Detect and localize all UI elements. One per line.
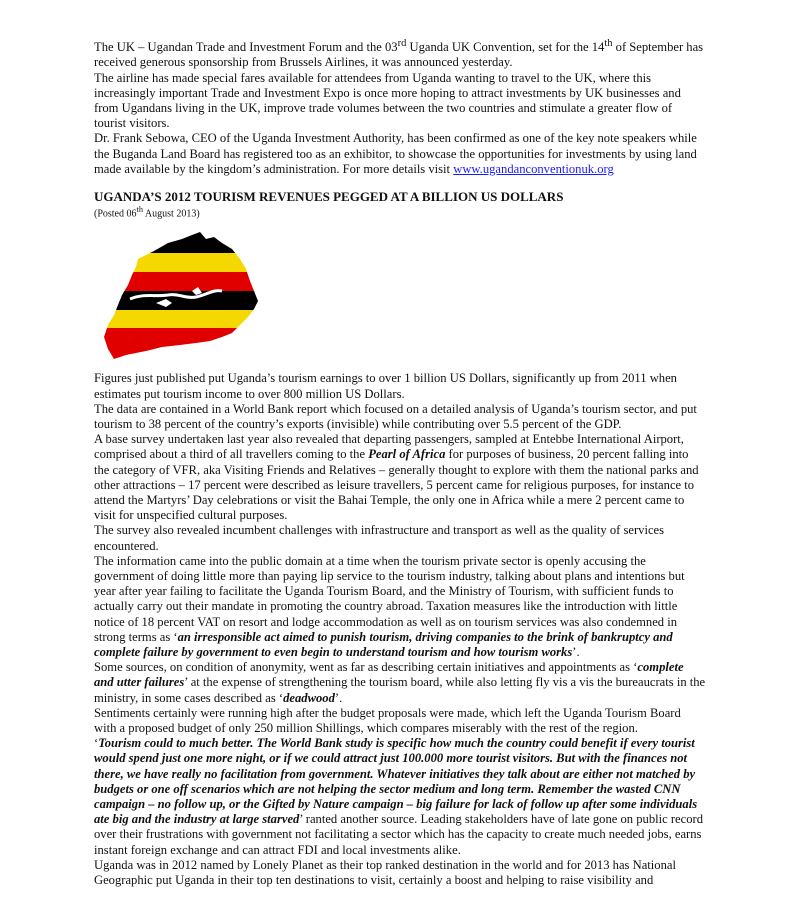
document-page [94,36,706,888]
body-text: A base survey undertaken last year also revealed that departing passengers, sampled at Entebbe International Airport, comprised about a third of all travellers coming to the [94,432,684,462]
body-text: ‘ [94,736,99,751]
article-paragraph-5 [94,554,706,660]
emphasis-text: deadwood [283,690,335,705]
article-body [94,371,706,888]
article-headline: UGANDA’S 2012 TOURISM REVENUES PEGGED AT A BILLION US DOLLARS [94,189,564,205]
intro-text: of September has received generous sponsorship from Brussels Airlines, it was announced yesterday. [94,40,704,70]
intro-paragraph-2: The airline has made special fares available for attendees from Uganda wanting to travel to the UK, where this increasingly important Trade and Investment Expo is once more hoping to attract investments by UK businesses and from Ugandans living in the UK, improve trade volumes between the two countries and stimulate a greater flow of tourist visitors. [94,70,681,131]
body-text: ’. [334,690,343,705]
article-paragraph-8 [94,736,706,858]
intro-text: Dr. Frank Sebowa, CEO of the Uganda Investment Authority, has been confirmed as one of the key note speakers while the Buganda Land Board has registered too as an exhibitor, to showcase the opportunities for investments by using land made available by the kingdom’s administration. For more details visit [94,131,697,176]
emphasis-text: an irresponsible act aimed to punish tourism, driving companies to the brink of bankruptcy and complete failure by government to even begin to understand tourism and how tourism works [94,629,673,659]
body-text: The information came into the public domain at a time when the tourism private sector is openly accusing the government of doing little more than paying lip service to the tourism industry, talking about plans and intentions but year after year failing to facilitate the Uganda Tourism Board, and the Ministry of Tourism, with sufficient funds to actually carry out their mandate in promoting the country abroad. Taxation measures like the introduction with little notice of 18 percent VAT on resort and lodge accommodation as well as on tourism services was also condemned in strong terms as ‘ [94,553,685,644]
article-paragraph-2: The data are contained in a World Bank report which focused on a detailed analysis of Uganda’s tourism sector, and put tourism to 38 percent of the country’s exports (invisible) while contributing over 5.5 percent of the GDP. [94,401,697,431]
article-paragraph-9: Uganda was in 2012 named by Lonely Planet as their top ranked destination in the world and for 2013 has National Geographic put Uganda in their top ten destinations to visit, certainly a boost and helping to raise visibility and [94,857,676,888]
article-paragraph-6 [94,660,706,706]
intro-text: The UK – Ugandan Trade and Investment Forum and the 03 [94,40,398,55]
emphasis-text: complete and utter failures [94,660,684,690]
uganda-flag-map-icon [96,229,276,365]
intro-text: Uganda UK Convention, set for the 14 [406,40,605,55]
body-text: ’ at the expense of strengthening the tourism board, while also letting fly vis a vis the bureaucrats in the ministry, in some cases described as ‘ [94,675,706,705]
emphasis-text: Tourism could to much better. The World Bank study is specific how much the country could benefit if every tourist would spend just one more night, or if we could attract just 100.000 more tourist visitors. But with the finances not there, we have really no facilitation from government. Whatever initiatives they talk about are either not matched by budgets or one off scenarios which are not helping the sector medium and long term. Remember the wasted CNN campaign – no follow up, or the Gifted by Nature campaign – big failure for lack of follow up after some individuals ate big and the industry at large starved [94,736,698,827]
article-paragraph-7: Sentiments certainly were running high after the budget proposals were made, which left the Uganda Tourism Board with a proposed budget of only 250 million Shillings, which compares miserably with the rest of the region. [94,705,681,736]
body-text: Some sources, on condition of anonymity, went as far as describing certain initiatives and appointments as ‘ [94,660,638,675]
posted-text: (Posted 06 [94,208,137,220]
convention-link[interactable]: www.ugandanconventionuk.org [453,161,614,176]
posted-date [94,204,706,220]
body-text: ’ ranted another source. Leading stakeholders have of late gone on public record over their frustrations with government not facilitating a sector which has the capacity to create much needed jobs, earns instant foreign exchange and can attract FDI and local investments alike. [94,812,704,857]
article-paragraph-3 [94,432,706,523]
ordinal-suffix: th [136,205,143,215]
body-text: ’. [572,645,580,659]
article-paragraph-1: Figures just published put Uganda’s tourism earnings to over 1 billion US Dollars, significantly up from 2011 when estimates put tourism income to over 800 million US Dollars. [94,371,677,401]
intro-paragraph-3 [94,131,706,177]
article-paragraph-4: The survey also revealed incumbent challenges with infrastructure and transport as well as the quality of services encountered. [94,523,665,553]
emphasis-text: Pearl of Africa [368,447,446,462]
body-text: for purposes of business, 20 percent falling into the category of VFR, aka Visiting Friends and Relatives – generally thought to explore with them the national parks and other attractions – 17 percent were described as leisure travellers, 5 percent came for religious purposes, for instance to attend the Martyrs’ Day celebrations or visit the Bahai Temple, the only one in Africa while a mere 2 percent came to visit for unspecified cultural purposes. [94,447,699,523]
intro-paragraph-1 [94,36,706,71]
ordinal-suffix: th [604,38,613,49]
ordinal-suffix: rd [397,38,407,49]
posted-text: August 2013) [142,208,200,220]
